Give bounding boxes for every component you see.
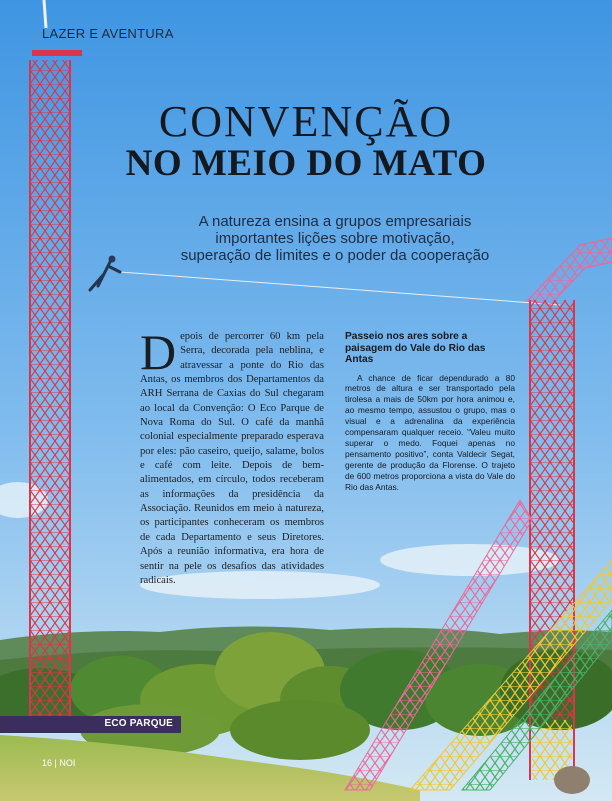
sidebar-box <box>345 331 515 492</box>
title-line-1: CONVENÇÃO <box>158 97 454 146</box>
stone-base <box>554 766 590 794</box>
sidebar-text: A chance de ficar dependurado a 80 metros de altura e ser transportado pela tirolesa a mais de 50km por hora animou e, ao mesmo tempo, assustou o grupo, mas o visual e a adrenalina da experiência compensaram qualquer receio. “Valeu muito superar o medo. Foquei apenas no pensamento positivo”, conta Valdecir Segat, gerente de produção da Florense. O trajeto de 600 metros proporciona a vista do Vale do Rio das Antas. <box>345 372 515 492</box>
title-line-2: NO MEIO DO MATO <box>125 143 487 184</box>
subtitle-line: superação de limites e o poder da cooperação <box>180 247 490 264</box>
article-body <box>140 324 324 588</box>
subtitle <box>150 213 520 264</box>
page-folio: 16 | NOI <box>42 758 76 768</box>
drop-cap: D <box>140 324 177 380</box>
subtitle-line: importantes lições sobre motivação, <box>215 230 455 247</box>
photo-tag-label: ECO PARQUE <box>104 718 173 729</box>
sidebar-heading: Passeio nos ares sobre a paisagem do Vale do Rio das Antas <box>345 331 486 365</box>
subtitle-line: A natureza ensina a grupos empresariais <box>198 213 472 230</box>
article-paragraph: epois de percorrer 60 km pela Serra, decorada pela neblina, e atravessar a ponte do Rio das Antas, os membros dos Departamentos da ARH Serrana de Caxias do Sul chegaram ao local da Convenção: O Eco Parque de Nova Roma do Sul. O café da manhã colonial especialmente preparado esperava por eles: pão caseiro, queijo, salame, bolos e café com leite. Depois de bem-alimentados, em círculo, todos receberam as informações da presidência da Associação. Reunidos em meio à natureza, os participantes conheceram os membros de cada Departamento e seus Diretores. Após a reunião informativa, era hora de sentir na pele os desafios das atividades radicais. <box>140 331 324 586</box>
section-label: LAZER E AVENTURA <box>42 26 174 41</box>
photo-tag <box>0 716 181 733</box>
